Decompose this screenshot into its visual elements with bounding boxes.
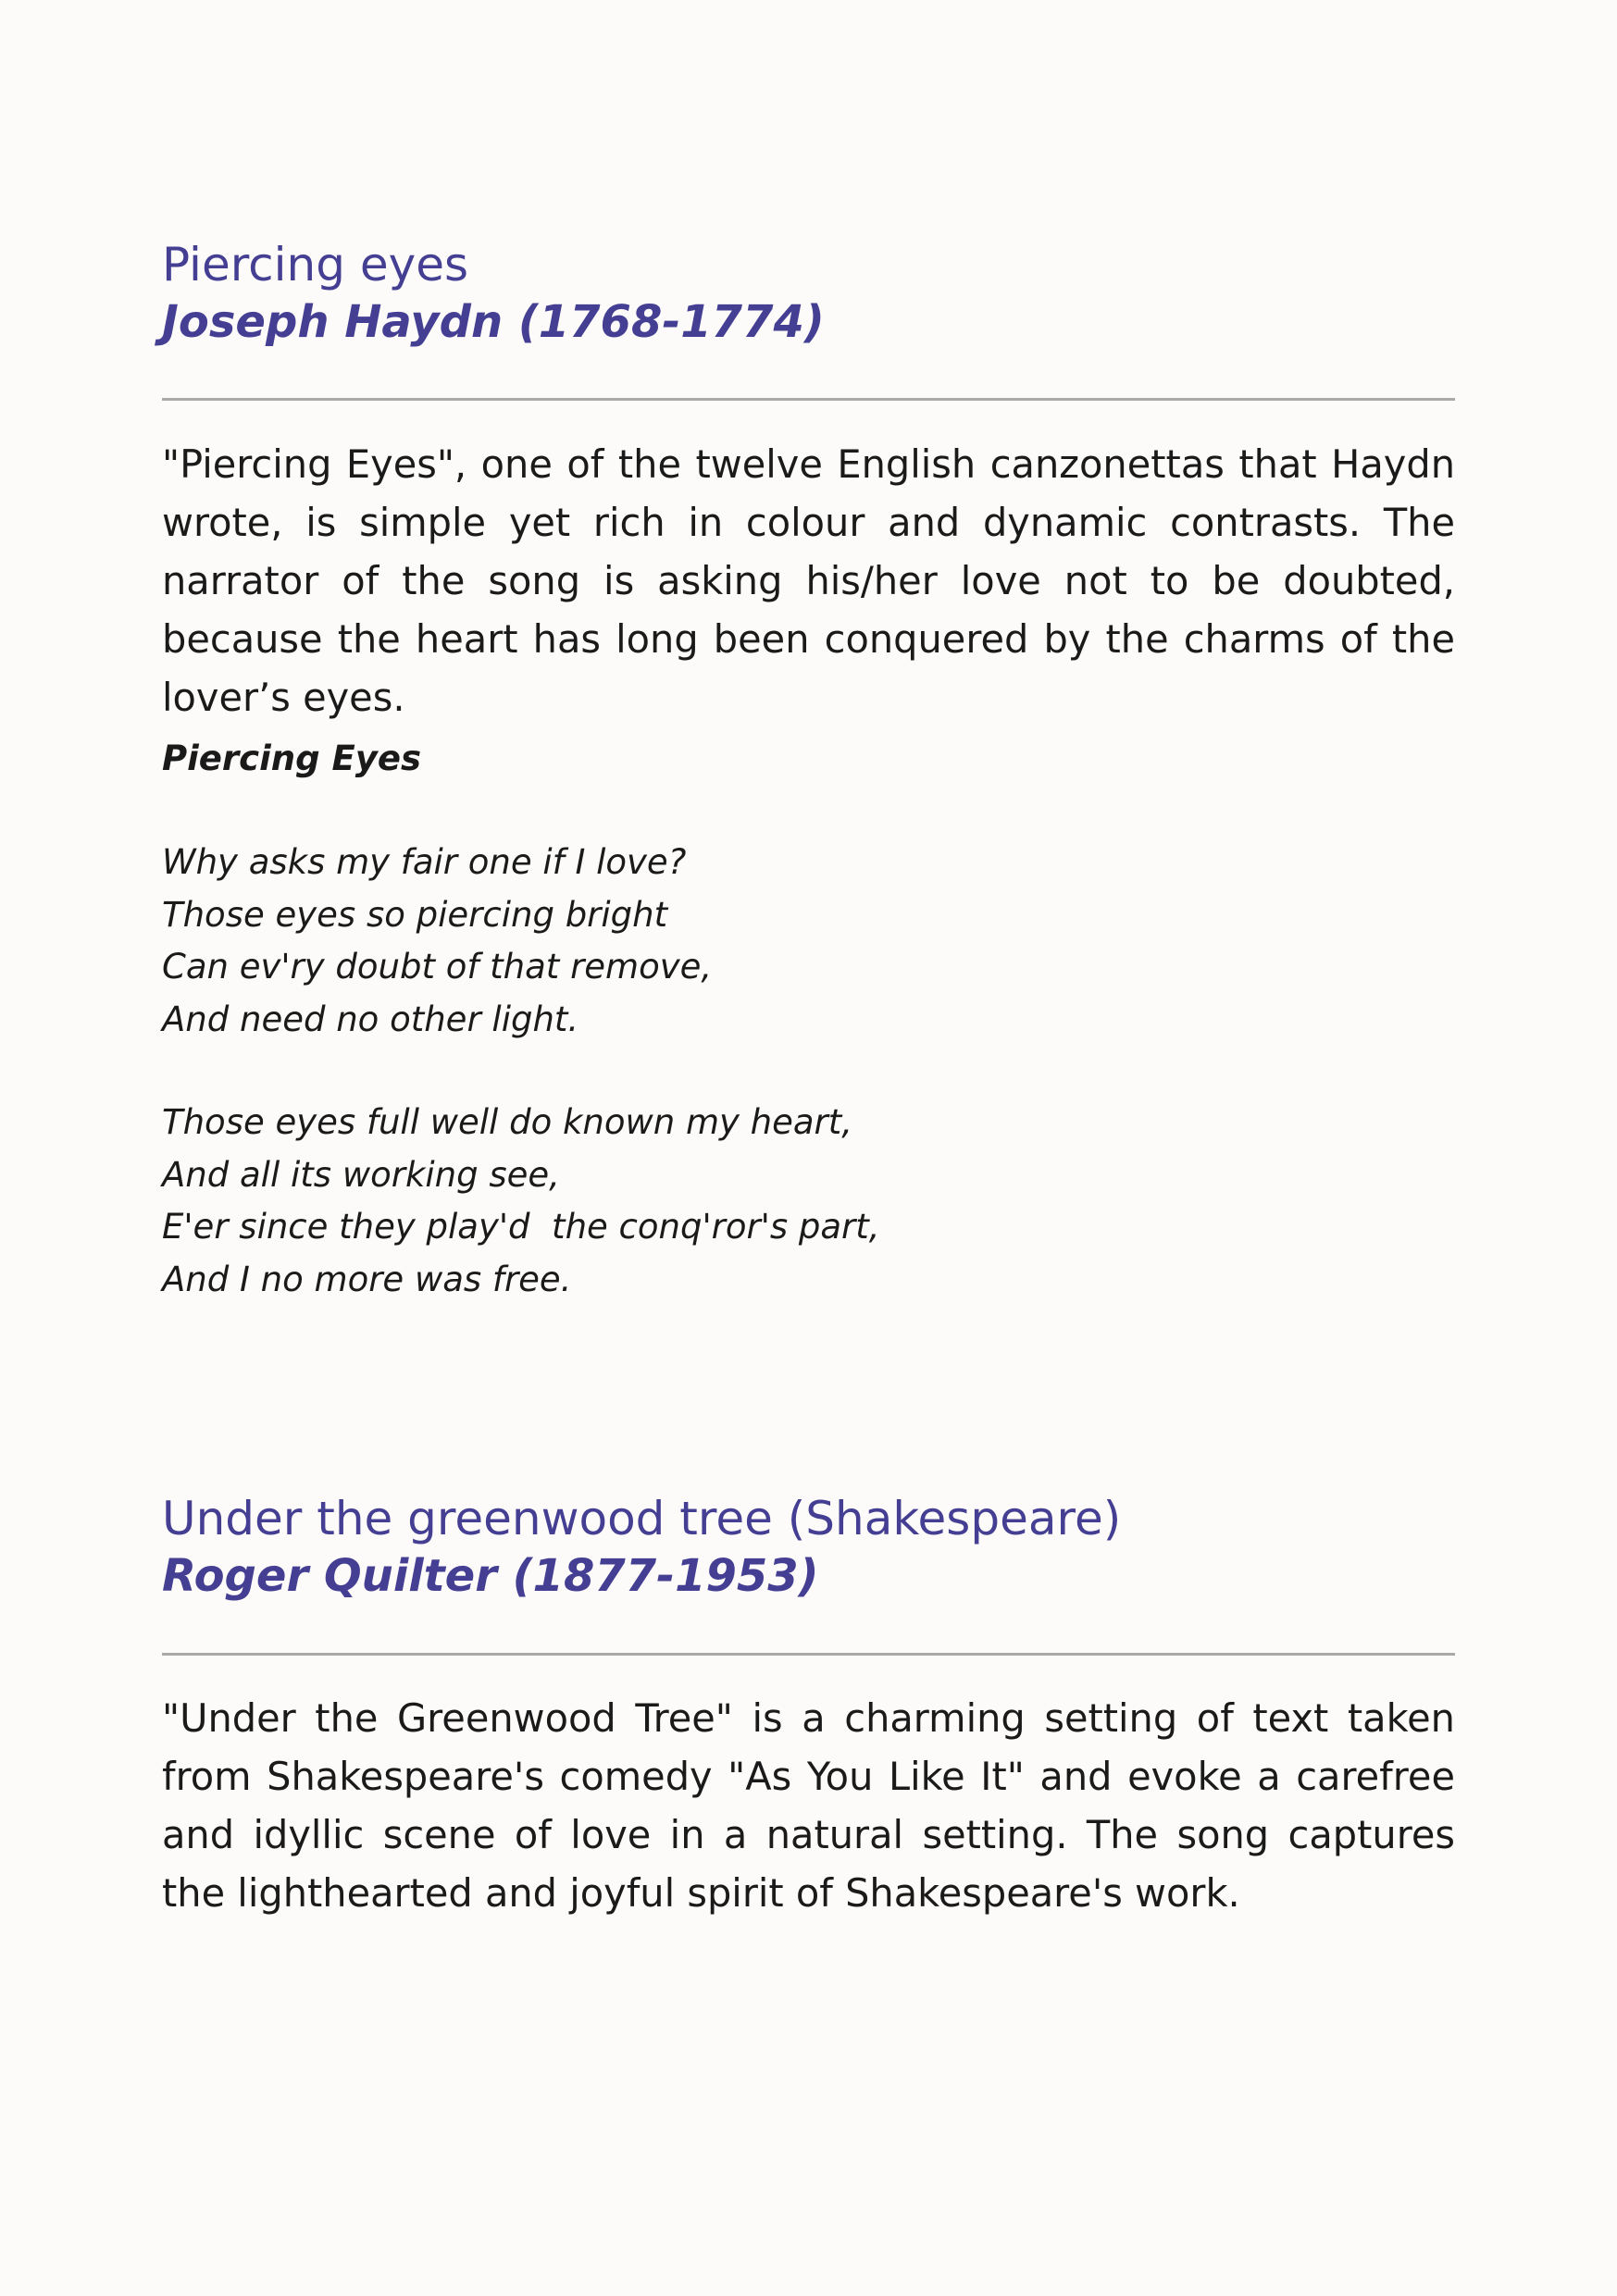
poem-line: Those eyes so piercing bright xyxy=(162,894,668,935)
section-title: Under the greenwood tree (Shakespeare) xyxy=(162,1492,1122,1545)
section-title: Piercing eyes xyxy=(162,238,469,292)
poem-line: And I no more was free. xyxy=(162,1259,572,1299)
poem-line: Why asks my fair one if I love? xyxy=(162,842,687,882)
poem-stanza-1 xyxy=(162,837,712,1046)
section-divider xyxy=(162,1653,1455,1656)
section-composer: Roger Quilter (1877-1953) xyxy=(162,1550,819,1602)
section-divider xyxy=(162,398,1455,401)
section-under-the-greenwood-tree xyxy=(162,1490,1455,1916)
section-piercing-eyes xyxy=(162,236,1455,1299)
poem-line: And need no other light. xyxy=(162,999,579,1039)
poem-line: And all its working see, xyxy=(162,1154,560,1195)
poem-line: E'er since they play'd the conq'ror's part, xyxy=(162,1207,880,1247)
poem-title: Piercing Eyes xyxy=(162,738,421,778)
section-description: "Under the Greenwood Tree" is a charming setting of text taken from Shakespeare's comedy "As You Like It" and evoke a carefree and idyllic scene of love in a natural setting. The song captures the lighthearted and joyful spirit of Shakespeare's work. xyxy=(162,1695,1455,1916)
poem-line: Those eyes full well do known my heart, xyxy=(162,1102,853,1142)
section-composer: Joseph Haydn (1768-1774) xyxy=(162,296,825,348)
section-description: "Piercing Eyes", one of the twelve English canzonettas that Haydn wrote, is simple yet rich in colour and dynamic contrasts. The narrator of the song is asking his/her love not to be doubted, because the heart has long been conquered by the charms of the lover’s eyes. xyxy=(162,441,1455,720)
poem-line: Can ev'ry doubt of that remove, xyxy=(162,947,713,987)
poem-stanza-2 xyxy=(162,1097,880,1306)
